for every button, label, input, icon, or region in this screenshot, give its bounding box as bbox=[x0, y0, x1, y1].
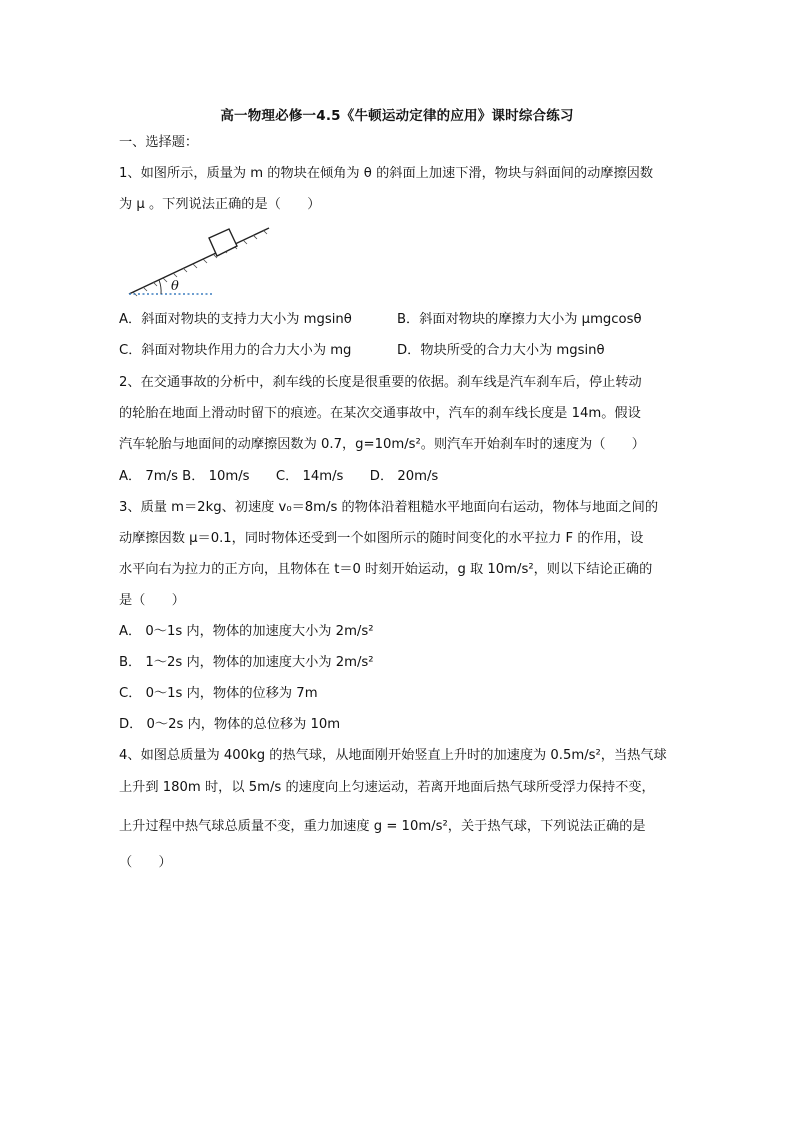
q1-stem-line1: 1、如图所示，质量为 m 的物块在倾角为 θ 的斜面上加速下滑，物块与斜面间的动摩擦因数 bbox=[119, 166, 654, 181]
q4-stem-line2: 上升到 180m 时，以 5m/s 的速度向上匀速运动，若离开地面后热气球所受浮力保持不变， bbox=[119, 780, 655, 795]
q1-option-a: A．斜面对物块的支持力大小为 mgsinθ bbox=[119, 312, 352, 327]
q1-stem-line2: 为 μ 。下列说法正确的是（ ） bbox=[119, 197, 321, 212]
q1-option-c: C．斜面对物块作用力的合力大小为 mg bbox=[119, 343, 352, 358]
q3-option-c: C． 0～1s 内，物体的位移为 7m bbox=[119, 686, 318, 701]
q3-stem-line3: 水平向右为拉力的正方向，且物体在 t＝0 时刻开始运动，g 取 10m/s²，则以下结论正确的 bbox=[119, 562, 653, 577]
section-heading: 一、选择题： bbox=[119, 135, 199, 150]
q3-option-d: D． 0～2s 内，物体的总位移为 10m bbox=[119, 717, 341, 732]
page-title: 高一物理必修一4.5《牛顿运动定律的应用》课时综合练习 bbox=[220, 108, 574, 124]
q1-option-d: D．物块所受的合力大小为 mgsinθ bbox=[397, 343, 605, 358]
incline-diagram bbox=[123, 222, 273, 298]
incline-surface bbox=[129, 228, 269, 294]
q1-option-b: B．斜面对物块的摩擦力大小为 μmgcosθ bbox=[397, 312, 642, 327]
q2-stem-line3: 汽车轮胎与地面间的动摩擦因数为 0.7，g=10m/s²。则汽车开始刹车时的速度为（ ） bbox=[119, 437, 645, 452]
q2-stem-line1: 2、在交通事故的分析中，刹车线的长度是很重要的依据。刹车线是汽车刹车后，停止转动 bbox=[119, 375, 642, 390]
q3-stem-line4: 是（ ） bbox=[119, 593, 185, 608]
q3-option-b: B． 1～2s 内，物体的加速度大小为 2m/s² bbox=[119, 655, 374, 670]
block bbox=[209, 229, 237, 256]
q3-stem-line1: 3、质量 m＝2kg、初速度 v₀＝8m/s 的物体沿着粗糙水平地面向右运动，物体与地面之间的 bbox=[119, 500, 659, 515]
q3-option-a: A． 0～1s 内，物体的加速度大小为 2m/s² bbox=[119, 624, 374, 639]
q2-options: A． 7m/s B． 10m/s C． 14m/s D． 20m/s bbox=[119, 469, 439, 484]
q4-stem-line3: 上升过程中热气球总质量不变，重力加速度 g = 10m/s²，关于热气球，下列说法正确的是 bbox=[119, 819, 646, 834]
q4-stem-line1: 4、如图总质量为 400kg 的热气球，从地面刚开始竖直上升时的加速度为 0.5m/s²，当热气球 bbox=[119, 748, 667, 763]
angle-label: θ bbox=[171, 279, 179, 294]
incline-hatching bbox=[133, 230, 267, 296]
q2-stem-line2: 的轮胎在地面上滑动时留下的痕迹。在某次交通事故中，汽车的刹车线长度是 14m。假设 bbox=[119, 406, 641, 421]
q3-stem-line2: 动摩擦因数 μ＝0.1，同时物体还受到一个如图所示的随时间变化的水平拉力 F 的作用，设 bbox=[119, 531, 644, 546]
angle-arc bbox=[159, 280, 161, 294]
q4-stem-line4: （ ） bbox=[119, 855, 172, 870]
